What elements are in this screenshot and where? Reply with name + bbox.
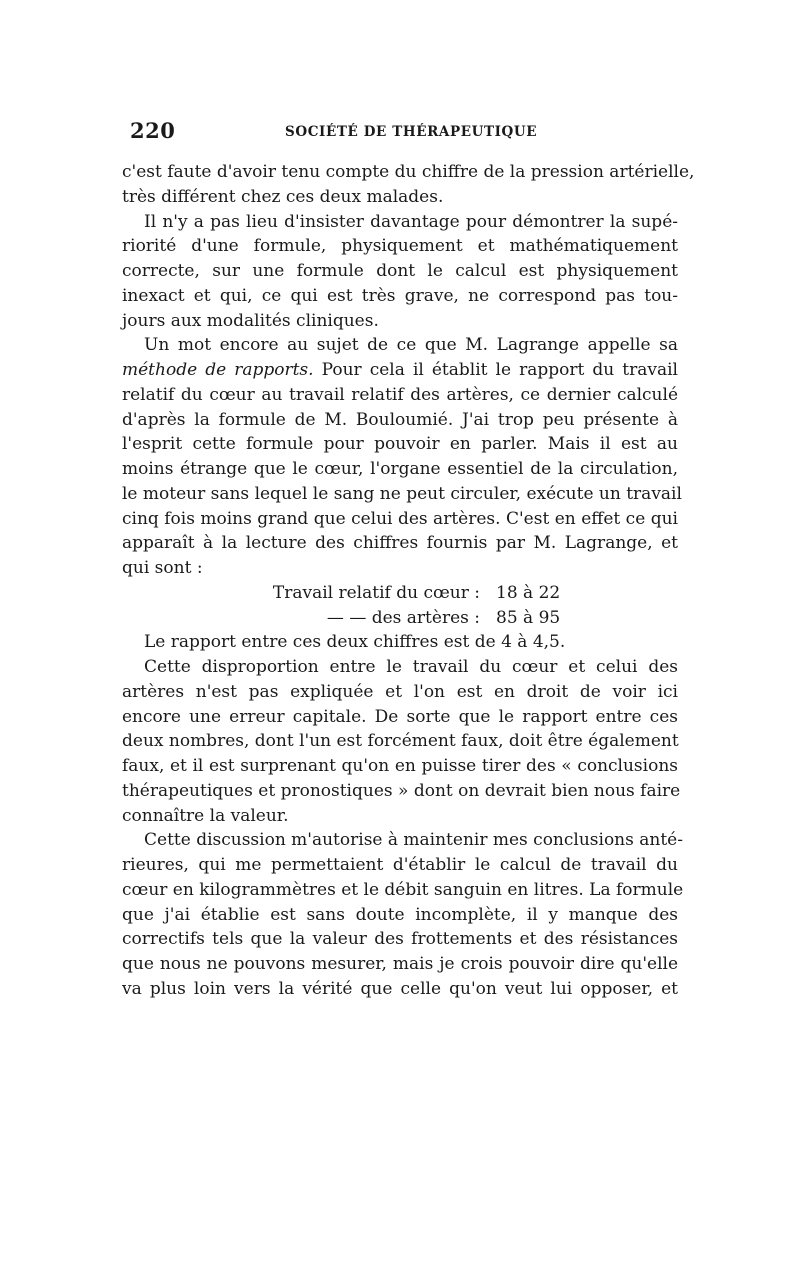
text-line: cœur en kilogrammètres et le débit sanguin en litres. La formule — [122, 879, 684, 900]
text-line: artères n'est pas expliquée et l'on est en droit de voir ici — [122, 681, 678, 702]
table-row — [122, 606, 678, 631]
table-label: — — des artères : — [326, 607, 480, 628]
text-line: riorité d'une formule, physiquement et mathématiquement — [122, 236, 678, 257]
text-line: faux, et il est surprenant qu'on en puisse tirer des « conclusions — [122, 756, 678, 776]
text-line: correctifs tels que la valeur des frottements et des résistances — [122, 929, 678, 950]
text-line: encore une erreur capitale. De sorte que le rapport entre ces — [122, 706, 678, 727]
text-line: le moteur sans lequel le sang ne peut circuler, exécute un travail — [122, 483, 682, 504]
italic-phrase: méthode de rapports. — [122, 360, 314, 380]
text-line: très différent chez ces deux malades. — [122, 186, 444, 207]
page-header — [130, 118, 678, 148]
body-text — [122, 160, 695, 1002]
text-line: Il n'y a pas lieu d'insister davantage pour démontrer la supé- — [144, 211, 678, 232]
text-line: moins étrange que le cœur, l'organe essentiel de la circulation, — [122, 459, 678, 479]
text-line: Cette disproportion entre le travail du cœur et celui des — [144, 657, 678, 677]
table-value: 85 à 95 — [496, 607, 561, 628]
text-line: correcte, sur une formule dont le calcul est physiquement — [122, 261, 678, 281]
text-line-mixed — [122, 358, 678, 383]
text-line: qui sont : — [122, 558, 203, 578]
table-row — [122, 581, 678, 606]
table-label: Travail relatif du cœur : — [272, 582, 480, 603]
page-number: 220 — [130, 118, 176, 143]
text-line: thérapeutiques et pronostiques » dont on devrait bien nous faire — [122, 780, 681, 801]
text-line: cinq fois moins grand que celui des artères. C'est en effet ce qui — [122, 508, 678, 529]
text-line: l'esprit cette formule pour pouvoir en parler. Mais il est au — [122, 434, 678, 455]
text-line: relatif du cœur au travail relatif des artères, ce dernier calculé — [122, 384, 678, 405]
text-line: va plus loin vers la vérité que celle qu'on veut lui opposer, et — [122, 978, 678, 999]
text-line: c'est faute d'avoir tenu compte du chiffre de la pression artérielle, — [122, 162, 695, 182]
text-line: Un mot encore au sujet de ce que M. Lagrange appelle sa — [144, 335, 678, 356]
running-title: SOCIÉTÉ DE THÉRAPEUTIQUE — [285, 124, 538, 140]
text-line: apparaît à la lecture des chiffres fournis par M. Lagrange, et — [122, 533, 678, 554]
text-fragment: Pour cela il établit le rapport du travail — [321, 360, 678, 380]
table-value: 18 à 22 — [496, 582, 561, 603]
text-line: Cette discussion m'autorise à maintenir mes conclusions anté- — [144, 830, 683, 851]
text-line: rieures, qui me permettaient d'établir le calcul de travail du — [122, 855, 678, 875]
text-line: deux nombres, dont l'un est forcément faux, doit être également — [122, 731, 679, 752]
text-line: d'après la formule de M. Bouloumié. J'ai trop peu présente à — [122, 409, 678, 430]
text-line: Le rapport entre ces deux chiffres est de 4 à 4,5. — [144, 632, 566, 653]
text-line: jours aux modalités cliniques. — [122, 310, 379, 331]
text-line: connaître la valeur. — [122, 805, 289, 826]
text-line: inexact et qui, ce qui est très grave, ne correspond pas tou- — [122, 285, 678, 306]
text-line: que j'ai établie est sans doute incomplète, il y manque des — [122, 904, 678, 925]
text-line: que nous ne pouvons mesurer, mais je crois pouvoir dire qu'elle — [122, 954, 678, 974]
